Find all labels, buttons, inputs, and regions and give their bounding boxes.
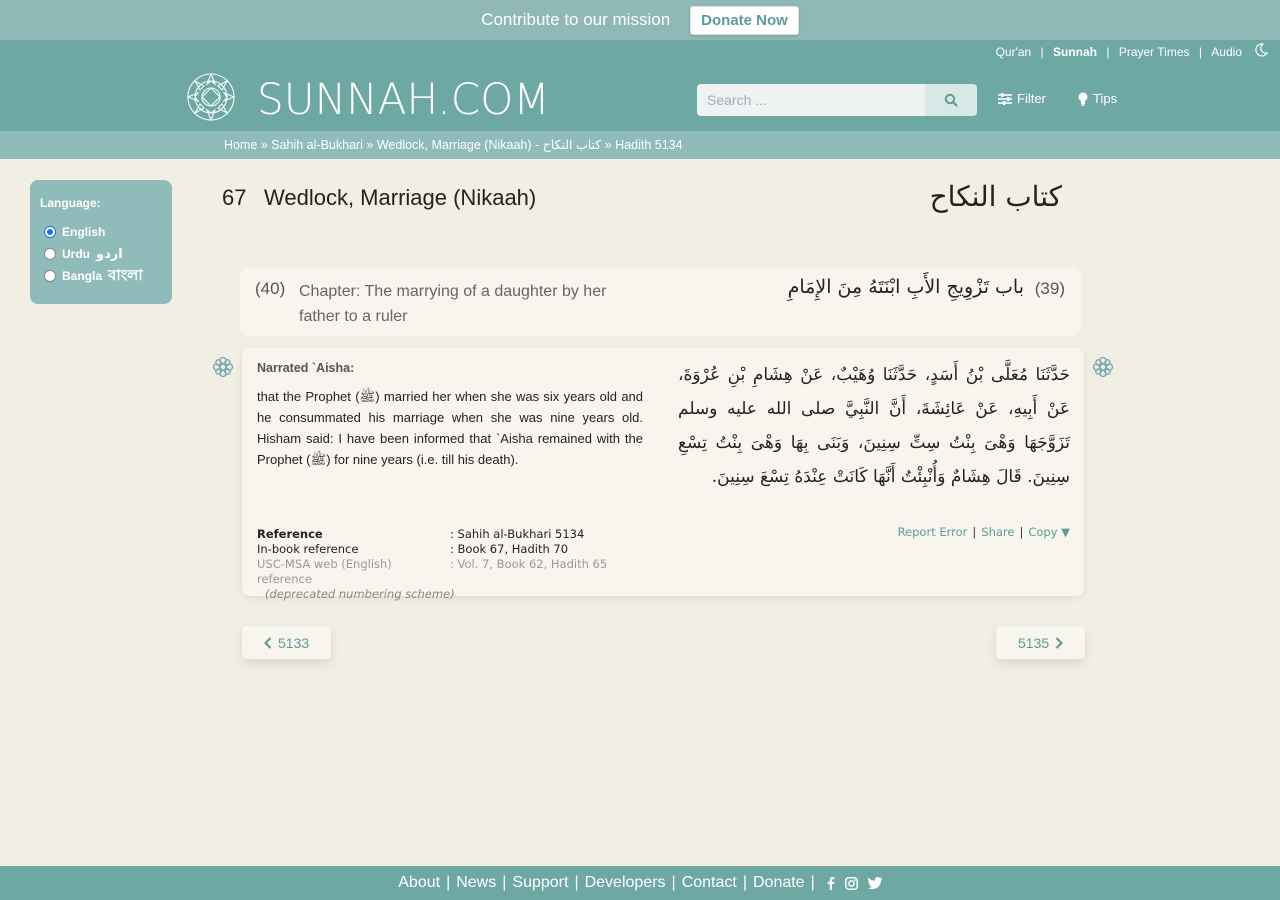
- reference-table: [257, 527, 607, 602]
- footer-support-link[interactable]: Support: [512, 874, 569, 891]
- footer-donate-link[interactable]: Donate: [752, 874, 805, 891]
- chevron-left-icon: [264, 637, 272, 649]
- donate-now-button[interactable]: Donate Now: [690, 6, 799, 35]
- tips-button[interactable]: [1078, 91, 1117, 106]
- logo-rosette-icon: [186, 72, 236, 127]
- radio-bangla[interactable]: [44, 270, 56, 282]
- reference-row: Reference : Sahih al-Bukhari 5134: [257, 527, 585, 541]
- footer-contact-link[interactable]: Contact: [681, 874, 737, 891]
- footer-news-link[interactable]: News: [456, 874, 497, 891]
- breadcrumb-bar: [0, 131, 1280, 159]
- language-option-urdu[interactable]: Urdu اردو: [44, 243, 162, 265]
- previous-hadith-button[interactable]: [242, 626, 331, 659]
- instagram-icon[interactable]: [845, 877, 858, 890]
- chapter-title: Chapter: The marrying of a daughter by her father to a ruler: [299, 283, 607, 325]
- hadith-english-text: that the Prophet (ﷺ) married her when she was six years old and he consummated his marriage when she was nine years old. Hisham said: I have been informed that `Aisha remained with the Prophet (ﷺ) for nine years (i.e. till his death).: [257, 389, 644, 467]
- hadith-actions: Report Error | Share | Copy ▼: [897, 525, 1070, 539]
- top-nav: Qur'an | Sunnah | Prayer Times | Audio: [996, 43, 1268, 60]
- chapter-number-arabic: (39): [1034, 279, 1065, 298]
- search-icon: [944, 93, 958, 107]
- site-header: [0, 40, 1280, 131]
- chapter-number: (40): [255, 279, 286, 298]
- dark-mode-moon-icon[interactable]: [1254, 43, 1268, 60]
- flower-ornament-icon: [1092, 356, 1114, 378]
- site-footer: About | News | Support | Developers | Contact | Donate |: [0, 866, 1280, 900]
- twitter-icon[interactable]: [868, 877, 882, 889]
- nav-prayer-times-link[interactable]: Prayer Times: [1118, 44, 1190, 59]
- language-panel: [30, 180, 172, 304]
- radio-urdu[interactable]: [44, 248, 56, 260]
- donate-message: Contribute to our mission: [481, 10, 671, 29]
- next-hadith-number: 5135: [1018, 634, 1050, 651]
- facebook-icon[interactable]: [827, 877, 835, 890]
- previous-hadith-number: 5133: [278, 634, 310, 651]
- donate-banner: [0, 0, 1280, 40]
- report-error-link[interactable]: Report Error: [897, 525, 968, 539]
- usc-msa-reference-row: USC-MSA web (English) reference : Vol. 7, Book 62, Hadith 65: [257, 557, 608, 586]
- inbook-reference-row: In-book reference : Book 67, Hadith 70: [257, 542, 569, 556]
- language-title: Language:: [40, 196, 101, 210]
- tips-label: Tips: [1093, 91, 1118, 106]
- nav-sunnah-link[interactable]: Sunnah: [1053, 44, 1098, 59]
- flower-ornament-icon: [212, 356, 234, 378]
- hadith-narrator: Narrated `Aisha:: [257, 361, 355, 375]
- radio-english[interactable]: [44, 226, 56, 238]
- social-links: [827, 877, 882, 890]
- search-form: [697, 84, 977, 116]
- nav-audio-link[interactable]: Audio: [1211, 44, 1242, 59]
- deprecated-note: (deprecated numbering scheme): [265, 587, 455, 601]
- hadith-arabic-text: حَدَّثَنَا مُعَلَّى بْنُ أَسَدٍ، حَدَّثَنَا وُهَيْبٌ، عَنْ هِشَامِ بْنِ عُرْوَةَ، عَنْ أَبِيهِ، عَنْ عَائِشَةَ، أَنَّ النَّبِيَّ صلى الله عليه وسلم تَزَوَّجَهَا وَهْىَ بِنْتُ سِتِّ سِنِينَ، وَبَنَى بِهَا وَهْىَ بِنْتُ تِسْعِ سِنِينَ‏.‏ قَالَ هِشَامٌ وَأُنْبِئْتُ أَنَّهَا كَانَتْ عِنْدَهُ تِسْعَ سِنِينَ‏.‏: [678, 365, 1070, 487]
- logo-wordmark: SUNNAH.COM: [256, 74, 550, 125]
- copy-dropdown[interactable]: Copy ▼: [1028, 525, 1070, 539]
- book-number: 67: [222, 185, 247, 210]
- book-title-arabic: كتاب النكاح: [929, 180, 1062, 213]
- chapter-title-arabic: باب تَزْوِيجِ الأَبِ ابْنَتَهُ مِنَ الإِمَامِ: [787, 276, 1024, 298]
- lightbulb-icon: [1078, 92, 1088, 106]
- breadcrumb[interactable]: Home » Sahih al-Bukhari » Wedlock, Marriage (Nikaah) - كتاب النكاح » Hadith 5134: [224, 138, 683, 152]
- chapter-box: [240, 268, 1081, 336]
- hadith-card: [242, 348, 1084, 601]
- search-button[interactable]: [925, 84, 977, 116]
- footer-about-link[interactable]: About: [398, 874, 441, 891]
- sliders-icon: [998, 93, 1012, 105]
- share-link[interactable]: Share: [981, 525, 1015, 539]
- footer-developers-link[interactable]: Developers: [584, 874, 666, 891]
- nav-quran-link[interactable]: Qur'an: [995, 44, 1032, 59]
- site-logo[interactable]: [186, 72, 553, 127]
- book-title: Wedlock, Marriage (Nikaah): [264, 185, 537, 210]
- language-option-bangla[interactable]: Bangla বাংলা: [44, 265, 162, 287]
- filter-label: Filter: [1017, 91, 1046, 106]
- chevron-right-icon: [1055, 637, 1063, 649]
- language-option-english[interactable]: English: [44, 221, 162, 243]
- search-input[interactable]: [697, 84, 925, 116]
- filter-button[interactable]: [998, 91, 1046, 106]
- next-hadith-button[interactable]: [996, 626, 1085, 659]
